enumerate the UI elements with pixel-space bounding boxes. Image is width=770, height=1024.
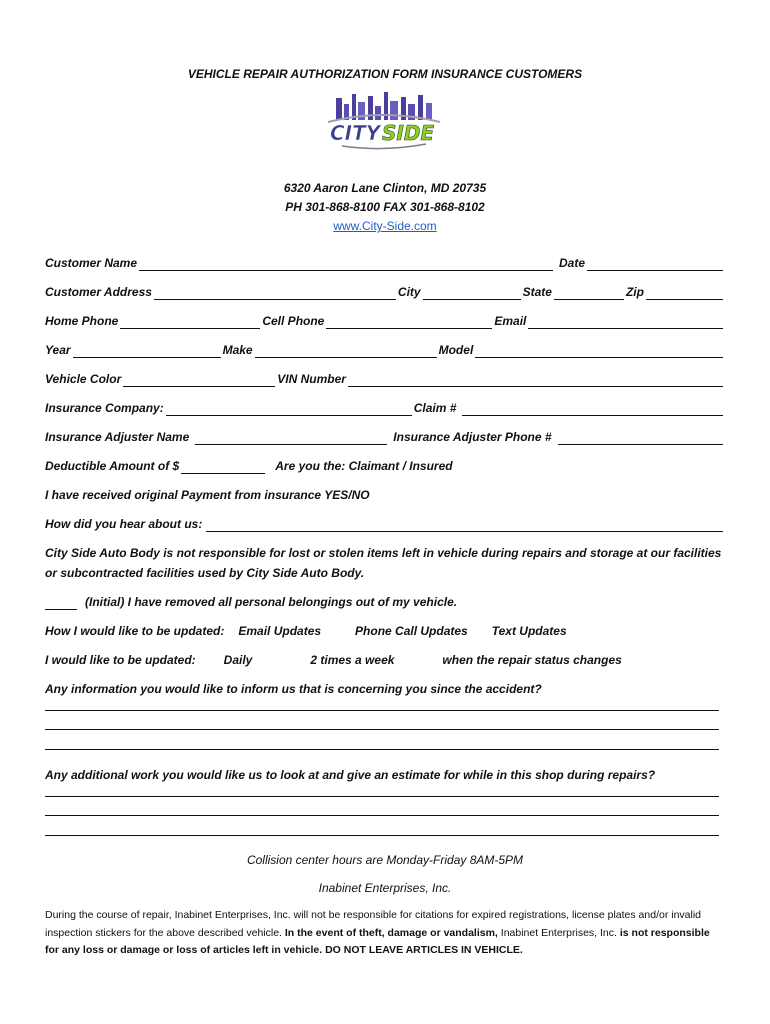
vehicle-color-field[interactable] [123,374,275,387]
hear-about-label: How did you hear about us: [45,517,203,531]
city-side-logo [322,92,446,152]
initial-text: (Initial) I have removed all personal belongings out of my vehicle. [85,595,458,609]
insurance-company-label: Insurance Company: [45,401,164,415]
svg-text:SIDE: SIDE [382,121,435,145]
state-field[interactable] [554,287,624,300]
row-additional-work-question [45,767,725,783]
address-street: 6320 Aaron Lane Clinton, MD 20735 [283,181,487,195]
option-daily[interactable]: Daily [223,653,253,667]
row-accident-question [45,681,725,697]
home-phone-label: Home Phone [45,314,119,328]
accident-answer-line-2[interactable] [45,729,719,730]
adjuster-phone-field[interactable] [558,432,723,445]
original-payment-label[interactable]: I have received original Payment from insurance YES/NO [45,488,370,502]
footer-part-1: During the course of repair, Inabinet Enterprises, Inc. will not be responsible for citations for expired registrations, license plates and/or invalid inspection stickers for the above described vehicle. [45,909,702,939]
city-field[interactable] [423,287,521,300]
adjuster-phone-label: Insurance Adjuster Phone # [393,430,552,444]
year-label: Year [45,343,71,357]
option-status-changes[interactable]: when the repair status changes [442,653,622,667]
row-vehicle [45,342,725,358]
row-original-payment [45,487,725,503]
option-twice-weekly[interactable]: 2 times a week [310,653,395,667]
option-phone-call-updates[interactable]: Phone Call Updates [355,624,468,638]
disclaimer-line-1: City Side Auto Body is not responsible for lost or stolen items left in vehicle during repairs and storage at our facilities [45,546,722,560]
footer-part-4: is not responsible for any loss or damage or loss of articles left in vehicle. DO NOT LEAVE ARTICLES IN VEHICLE. [45,926,710,956]
vin-number-field[interactable] [348,374,723,387]
customer-address-field[interactable] [154,287,396,300]
claimant-insured-label[interactable]: Are you the: Claimant / Insured [275,459,453,473]
customer-name-field[interactable] [139,258,553,271]
adjuster-name-field[interactable] [195,432,387,445]
hours-text: Collision center hours are Monday-Friday 8AM-5PM [246,853,524,867]
form-title: VEHICLE REPAIR AUTHORIZATION FORM INSURANCE CUSTOMERS [187,67,583,81]
email-label: Email [494,314,527,328]
vin-number-label: VIN Number [277,372,346,386]
customer-address-label: Customer Address [45,285,152,299]
hear-about-field[interactable] [206,519,723,532]
make-label: Make [222,343,253,357]
svg-text:CITY: CITY [330,121,381,145]
cell-phone-field[interactable] [326,316,492,329]
make-field[interactable] [255,345,437,358]
row-phones [45,313,725,329]
accident-answer-line-1[interactable] [45,710,719,711]
footer-part-2: In the event of theft, damage or vandalism, [284,926,498,939]
row-deductible [45,458,725,474]
claim-field[interactable] [462,403,723,416]
row-adjuster [45,429,725,445]
zip-field[interactable] [646,287,723,300]
cell-phone-label: Cell Phone [262,314,325,328]
row-update-method [45,623,725,639]
company-text: Inabinet Enterprises, Inc. [318,881,452,895]
email-field[interactable] [528,316,723,329]
update-method-label: How I would like to be updated: [45,624,225,638]
accident-question: Any information you would like to inform us that is concerning you since the accident? [45,682,542,696]
deductible-label: Deductible Amount of $ [45,459,180,473]
deductible-field[interactable] [181,461,265,474]
model-label: Model [438,343,474,357]
date-label: Date [558,256,585,270]
website-link[interactable]: www.City-Side.com [333,219,437,233]
disclaimer-line-2: or subcontracted facilities used by City Side Auto Body. [45,566,365,580]
initial-field[interactable] [45,597,77,610]
insurance-company-field[interactable] [166,403,412,416]
additional-work-question: Any additional work you would like us to look at and give an estimate for while in this shop during repairs? [45,768,656,782]
adjuster-name-label: Insurance Adjuster Name [45,430,190,444]
disclaimer [45,543,725,583]
option-text-updates[interactable]: Text Updates [491,624,567,638]
row-customer-address [45,284,725,300]
row-color-vin [45,371,725,387]
additional-work-line-2[interactable] [45,815,719,816]
row-insurance [45,400,725,416]
row-hear-about [45,516,725,532]
state-label: State [522,285,552,299]
claim-label: Claim # [413,401,457,415]
date-field[interactable] [587,258,723,271]
additional-work-line-3[interactable] [45,835,719,836]
option-email-updates[interactable]: Email Updates [238,624,322,638]
row-update-frequency [45,652,725,668]
zip-label: Zip [625,285,644,299]
additional-work-line-1[interactable] [45,796,719,797]
address-phone: PH 301-868-8100 FAX 301-868-8102 [285,200,485,214]
row-initial [45,594,725,610]
city-label: City [397,285,421,299]
update-frequency-label: I would like to be updated: [45,653,196,667]
model-field[interactable] [475,345,723,358]
home-phone-field[interactable] [120,316,260,329]
row-customer-name [45,255,725,271]
footer-part-3: Inabinet Enterprises, Inc. [500,926,617,939]
footer-notice [45,907,725,960]
accident-answer-line-3[interactable] [45,749,719,750]
year-field[interactable] [73,345,221,358]
vehicle-color-label: Vehicle Color [45,372,122,386]
customer-name-label: Customer Name [45,256,138,270]
